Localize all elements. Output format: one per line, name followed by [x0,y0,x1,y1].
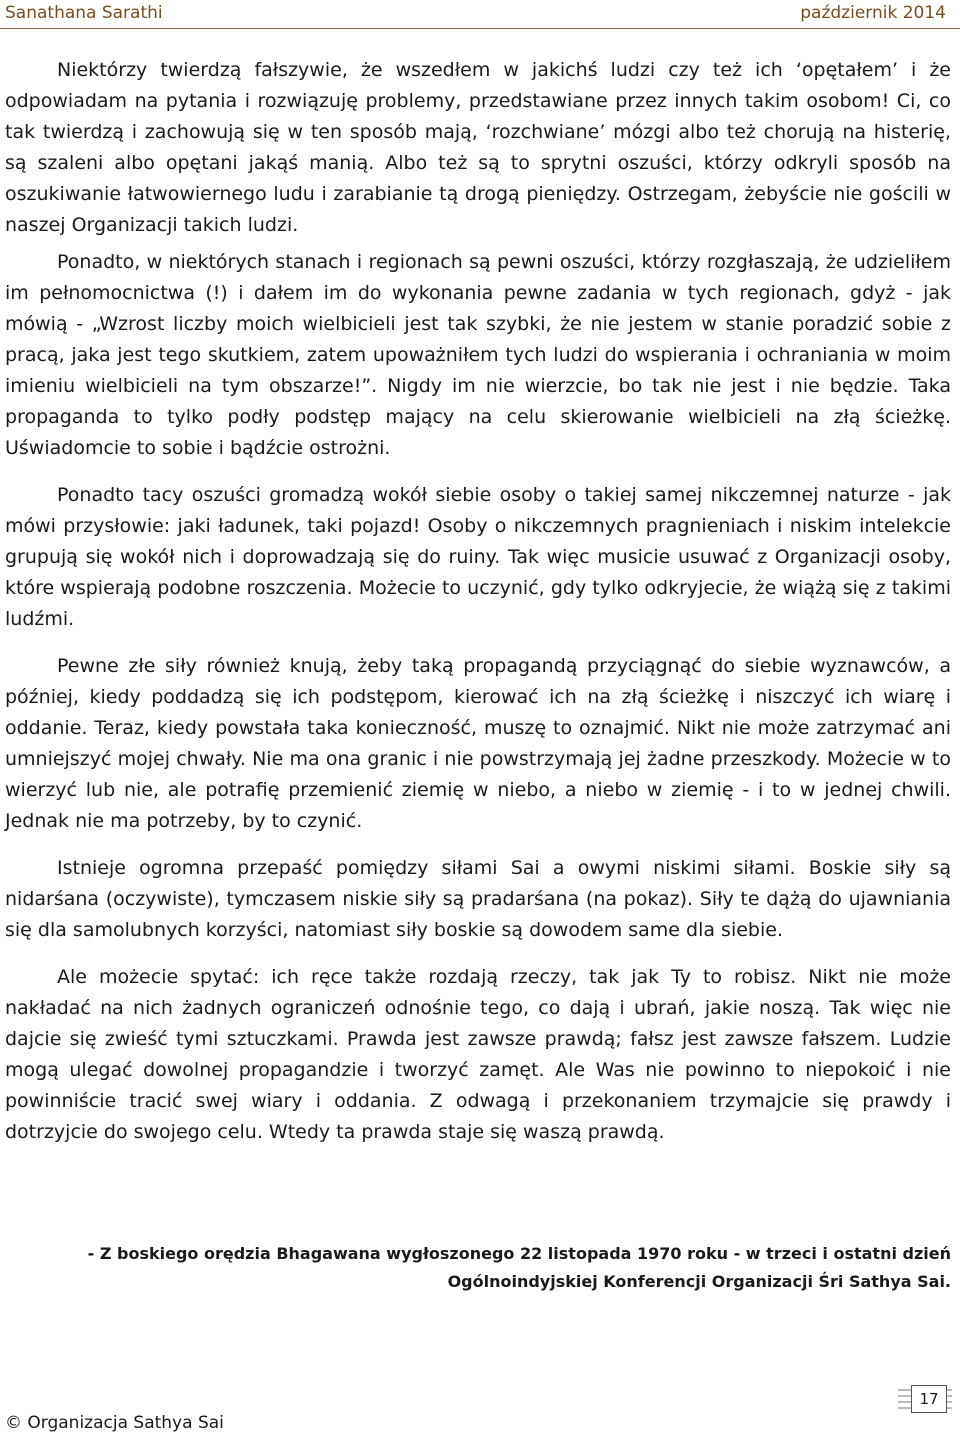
attribution-line-2: Ogólnoindyjskiej Konferencji Organizacji Śri Sathya Sai. [447,1272,951,1291]
paragraph-2: Ponadto, w niektórych stanach i regionach są pewni oszuści, którzy rozgłaszają, że udzieliłem im pełnomocnictwa (!) i dałem im do wykonania pewne zadania w tych regionach, gdyż - jak mówią - „Wzrost liczby moich wielbicieli jest tak szybki, że nie jestem w stanie poradzić sobie z pracą, jaka jest tego skutkiem, zatem upoważniłem tych ludzi do wspierania i ochraniania w moim imieniu wielbicieli na tym obszarze!”. Nigdy im nie wierzcie, bo tak nie jest i nie będzie. Taka propaganda to tylko podły podstęp mający na celu skierowanie wielbicieli na złą ścieżkę. Uświadomcie to sobie i bądźcie ostrożni. [5,251,951,459]
page-number-badge [898,1382,952,1416]
copyright-notice: © Organizacja Sathya Sai [5,1413,224,1433]
source-attribution [51,1240,951,1296]
page-number: 17 [911,1385,947,1413]
paragraph-5: Istnieje ogromna przepaść pomiędzy siłami Sai a owymi niskimi siłami. Boskie siły są nidarśana (oczywiste), tymczasem niskie siły są pradarśana (na pokaz). Siły te dążą do ujawniania się dla samolubnych korzyści, natomiast siły boskie są dowodem same dla siebie. [5,857,951,941]
paragraph-6: Ale możecie spytać: ich ręce także rozdają rzeczy, tak jak Ty to robisz. Nikt nie może nakładać na nich żadnych ograniczeń odnośnie tego, co dają i ubrań, jakie noszą. Tak więc nie dajcie się zwieść tymi sztuczkami. Prawda jest zawsze prawdą; fałsz jest zawsze fałszem. Ludzie mogą ulegać dowolnej propagandzie i tworzyć zamęt. Ale Was nie powinno to niepokoić i nie powinniście tracić swej wiary i oddania. Z odwagą i przekonaniem trzymajcie się prawdy i dotrzyjcie do swojego celu. Wtedy ta prawda staje się waszą prawdą. [5,966,951,1143]
attribution-line-1: - Z boskiego orędzia Bhagawana wygłoszonego 22 listopada 1970 roku - w trzeci i ostatni dzień [87,1244,951,1263]
paragraph-1: Niektórzy twierdzą fałszywie, że wszedłem w jakichś ludzi czy też ich ‘opętałem’ i że odpowiadam na pytania i rozwiązuję problemy, przedstawiane przez innych takim osobom! Ci, co tak twierdzą i zachowują się w ten sposób mają, ‘rozchwiane’ mózgi albo też chorują na histerię, są szaleni albo opętani jakąś manią. Albo też są to sprytni oszuści, którzy odkryli sposób na oszukiwanie łatwowiernego ludu i zarabianie tą drogą pieniędzy. Ostrzegam, żebyście nie gościli w naszej Organizacji takich ludzi. [5,59,951,236]
magazine-title: Sanathana Sarathi [5,3,163,23]
issue-date: październik 2014 [800,3,946,23]
article-body [5,55,951,1148]
paragraph-4: Pewne złe siły również knują, żeby taką propagandą przyciągnąć do siebie wyznawców, a później, kiedy poddadzą się ich podstępom, kierować ich na złą ścieżkę i niszczyć ich wiarę i oddanie. Teraz, kiedy powstała taka konieczność, muszę to oznajmić. Nikt nie może zatrzymać ani umniejszyć mojej chwały. Nie ma ona granic i nie powstrzymają jej żadne przeszkody. Możecie w to wierzyć lub nie, ale potrafię przemienić ziemię w niebo, a niebo w ziemię - i to w jednej chwili. Jednak nie ma potrzeby, by to czynić. [5,655,951,832]
paragraph-3: Ponadto tacy oszuści gromadzą wokół siebie osoby o takiej samej nikczemnej naturze - jak mówi przysłowie: jaki ładunek, taki pojazd! Osoby o nikczemnych pragnieniach i niskim intelekcie grupują się wokół nich i doprowadzają się do ruiny. Tak więc musicie usuwać z Organizacji osoby, które wspierają podobne roszczenia. Możecie to uczynić, gdy tylko odkryjecie, że wiążą się z takimi ludźmi. [5,484,951,630]
page-header [0,0,960,29]
